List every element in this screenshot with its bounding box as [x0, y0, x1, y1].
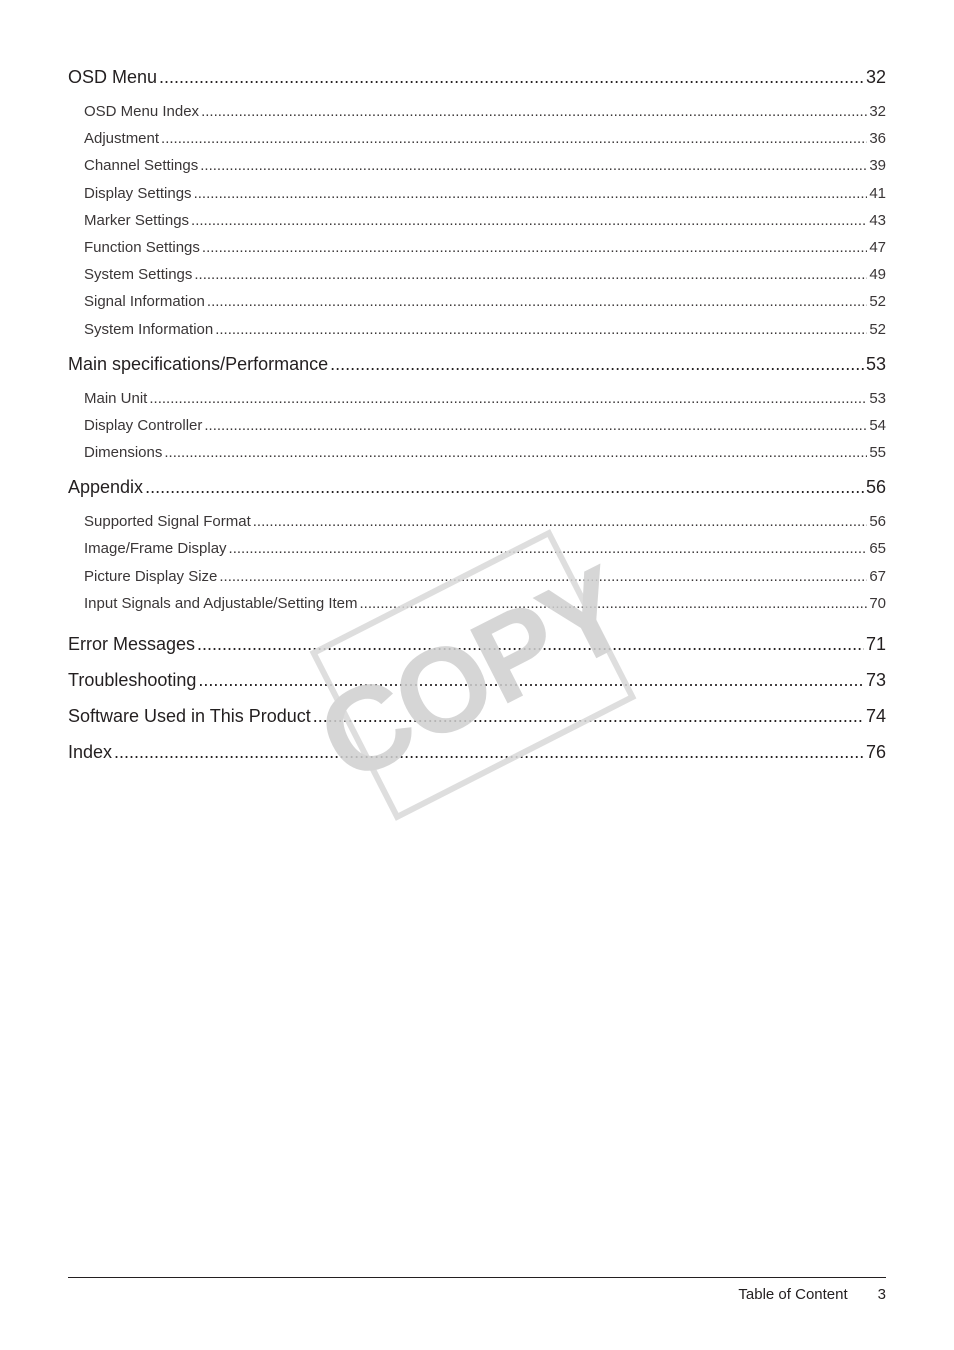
dot-leader [201, 98, 867, 125]
toc-subentry[interactable] [68, 563, 886, 590]
toc-subentry[interactable] [68, 316, 886, 343]
toc-title: Input Signals and Adjustable/Setting Item [84, 594, 358, 612]
toc-page: 43 [869, 211, 886, 229]
toc-page: 74 [865, 706, 886, 726]
toc-title: Main Unit [84, 389, 148, 407]
toc-page: 71 [865, 634, 886, 654]
toc-title: Marker Settings [84, 211, 190, 229]
dot-leader [202, 234, 867, 261]
toc-title: Appendix [68, 477, 144, 498]
dot-leader [207, 288, 867, 315]
toc-entry-appendix[interactable] [68, 472, 886, 508]
toc-title: Main specifications/Performance [68, 353, 329, 374]
toc-entry-osd-menu[interactable] [68, 62, 886, 98]
toc-page: 54 [869, 416, 886, 434]
dot-leader [219, 563, 867, 590]
toc-title: Picture Display Size [84, 567, 218, 585]
toc-page: 67 [869, 567, 886, 585]
toc-page: 53 [869, 389, 886, 407]
toc-page: 56 [869, 513, 886, 531]
dot-leader [194, 180, 868, 207]
toc-page: 52 [869, 293, 886, 311]
toc-title: Display Controller [84, 416, 203, 434]
toc-subentry[interactable] [68, 261, 886, 288]
dot-leader [330, 349, 864, 379]
table-of-contents [68, 62, 886, 767]
dot-leader [204, 412, 867, 439]
toc-subentry[interactable] [68, 98, 886, 125]
toc-page: 39 [869, 157, 886, 175]
toc-subentry[interactable] [68, 152, 886, 179]
toc-page: 76 [865, 742, 886, 762]
toc-subentry[interactable] [68, 125, 886, 152]
toc-entry-troubleshooting[interactable] [68, 665, 886, 695]
dot-leader [253, 508, 868, 535]
toc-title: Index [68, 742, 113, 762]
dot-leader [229, 535, 868, 562]
dot-leader [161, 125, 867, 152]
toc-title: OSD Menu [68, 67, 158, 87]
toc-entry-error-messages[interactable] [68, 629, 886, 659]
toc-title: Function Settings [84, 238, 200, 256]
toc-page: 41 [869, 184, 886, 202]
section-gap [68, 617, 886, 623]
toc-title: Error Messages [68, 634, 196, 654]
toc-subentry[interactable] [68, 412, 886, 439]
toc-subentry[interactable] [68, 288, 886, 315]
dot-leader [200, 152, 867, 179]
toc-entry-software[interactable] [68, 701, 886, 731]
toc-page: 70 [869, 594, 886, 612]
dot-leader [164, 439, 867, 466]
dot-leader [191, 207, 867, 234]
dot-leader [145, 472, 864, 502]
toc-subentry[interactable] [68, 535, 886, 562]
watermark-text: COPY [298, 541, 648, 809]
toc-page: 32 [869, 103, 886, 120]
toc-title: Image/Frame Display [84, 540, 227, 558]
toc-title: Dimensions [84, 444, 163, 462]
toc-subentry[interactable] [68, 439, 886, 466]
toc-entry-index[interactable] [68, 737, 886, 767]
toc-page: 32 [865, 67, 886, 87]
toc-title: Supported Signal Format [84, 513, 251, 531]
toc-page: 49 [869, 266, 886, 284]
toc-title: Adjustment [84, 130, 160, 148]
toc-subentry[interactable] [68, 508, 886, 535]
dot-leader [197, 629, 864, 659]
toc-subentry[interactable] [68, 385, 886, 412]
page-number: 3 [877, 1286, 886, 1303]
toc-page: 47 [869, 238, 886, 256]
toc-title: Channel Settings [84, 157, 199, 175]
toc-page: 52 [869, 320, 886, 338]
dot-leader [360, 590, 868, 617]
toc-page: 65 [869, 540, 886, 558]
dot-leader [194, 261, 867, 288]
toc-page: 53 [865, 353, 886, 374]
toc-title: Display Settings [84, 184, 192, 202]
toc-subentry[interactable] [68, 590, 886, 617]
toc-title: System Settings [84, 266, 193, 284]
toc-title: Signal Information [84, 293, 205, 311]
footer-divider [68, 1277, 886, 1278]
dot-leader [159, 62, 864, 92]
toc-entry-specifications[interactable] [68, 349, 886, 385]
toc-subentry[interactable] [68, 234, 886, 261]
dot-leader [313, 701, 864, 731]
toc-page: 36 [869, 130, 886, 148]
dot-leader [215, 316, 867, 343]
toc-page: 56 [865, 477, 886, 498]
dot-leader [198, 665, 864, 695]
toc-title: Troubleshooting [68, 670, 197, 690]
toc-subentry[interactable] [68, 207, 886, 234]
toc-title: System Information [84, 320, 214, 338]
page-footer [738, 1286, 886, 1303]
toc-title: OSD Menu Index [84, 103, 200, 120]
toc-page: 55 [869, 444, 886, 462]
dot-leader [149, 385, 867, 412]
footer-label: Table of Content [738, 1286, 848, 1303]
toc-title: Software Used in This Product [68, 706, 311, 726]
toc-subentry[interactable] [68, 180, 886, 207]
toc-page: 73 [865, 670, 886, 690]
dot-leader [114, 737, 864, 767]
